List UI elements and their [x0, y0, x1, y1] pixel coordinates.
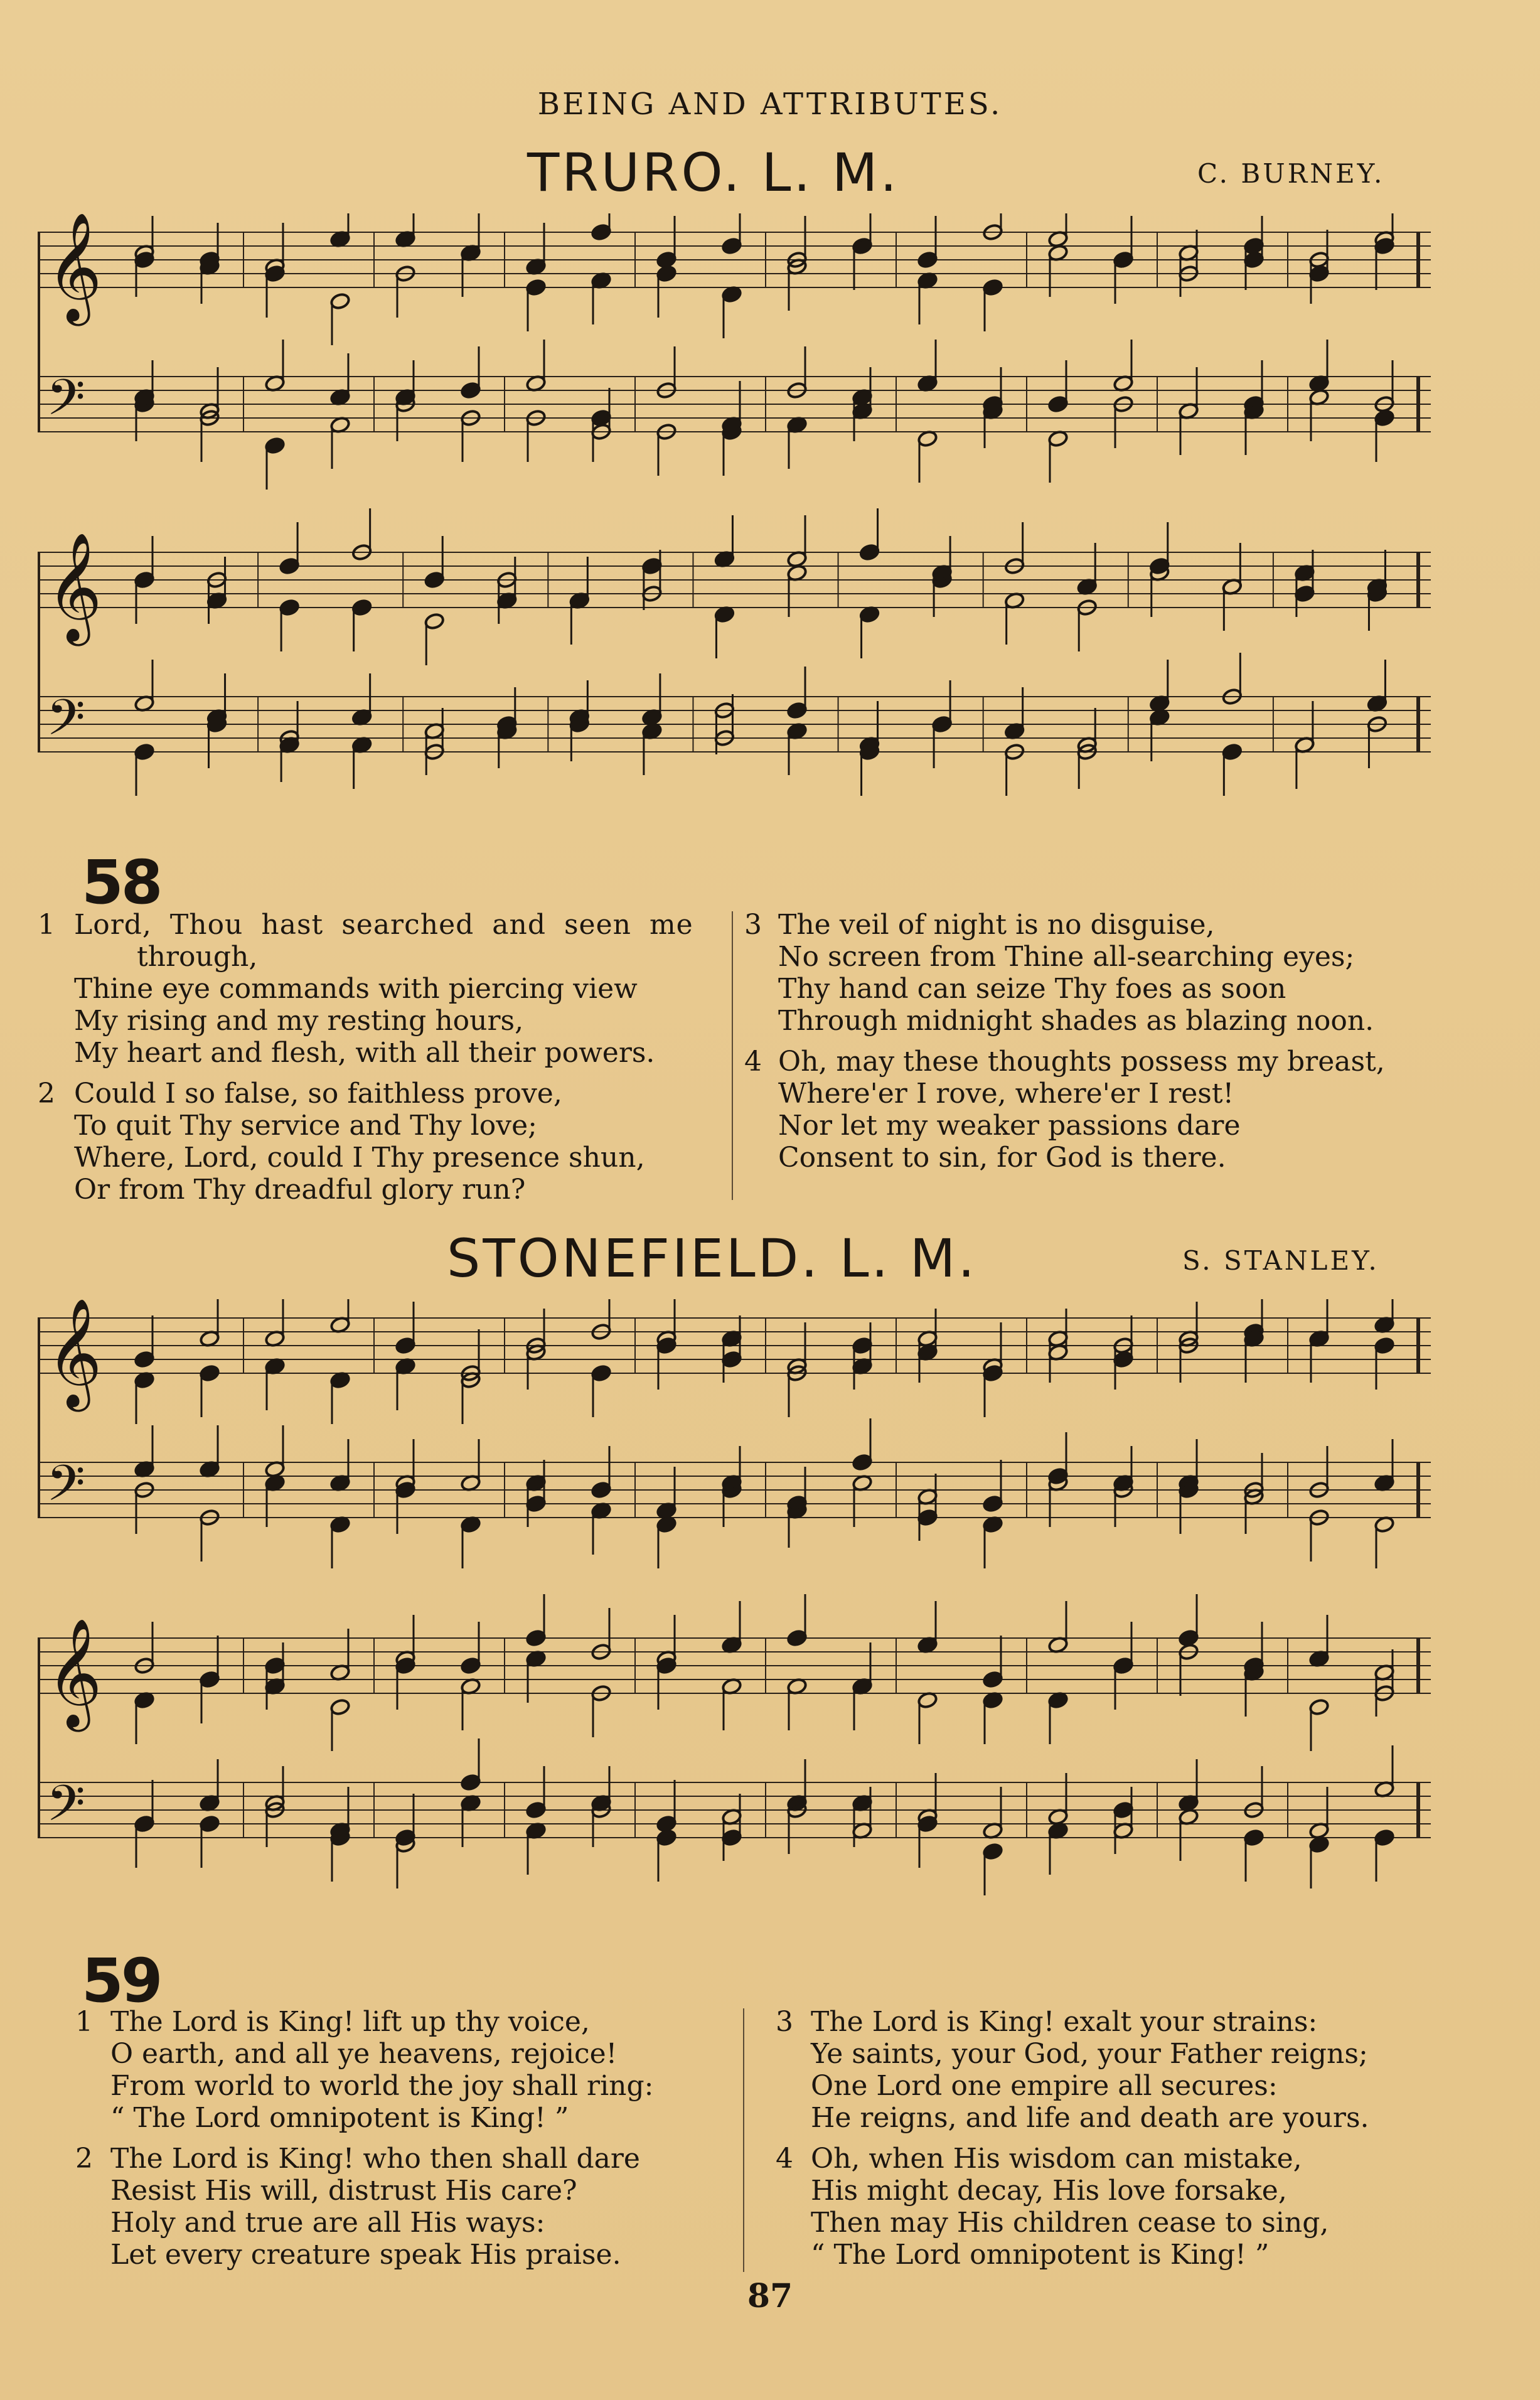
- composer-stanley: S. STANLEY.: [1182, 1245, 1379, 1276]
- hymn-59-verses-left: [75, 2006, 741, 2279]
- treble-clef-icon: 𝄞: [46, 1299, 102, 1407]
- page-number: 87: [747, 2277, 793, 2315]
- tune-title-truro: TRURO. L. M.: [527, 142, 900, 203]
- treble-clef-icon: 𝄞: [46, 1618, 102, 1727]
- bass-clef-icon: 𝄢: [46, 1454, 85, 1524]
- verse-4: 4 Oh, may these thoughts possess my breast, Where'er I rove, where'er I rest! Nor let my weaker passions dare Consent to sin, for God is there.: [744, 1046, 1385, 1174]
- column-divider: [732, 911, 733, 1200]
- hymn-58-verses-right: [744, 909, 1522, 1182]
- music-score-truro: [38, 213, 1437, 854]
- treble-clef-icon: 𝄞: [46, 532, 102, 641]
- music-score-stonefield: [38, 1299, 1437, 1933]
- running-title: BEING AND ATTRIBUTES.: [537, 87, 1003, 122]
- verse-4: 4 Oh, when His wisdom can mistake, His might decay, His love forsake, Then may His children cease to sing, “ The Lord omnipotent is King! ”: [776, 2143, 1329, 2271]
- hymn-number-59: 59: [82, 1946, 161, 2016]
- bass-clef-icon: 𝄢: [46, 368, 85, 439]
- column-divider: [743, 2008, 744, 2272]
- verse-1: 1 Lord, Thou hast searched and seen me through, Thine eye commands with piercing view My rising and my resting hours, My heart and flesh, with all their powers.: [38, 909, 693, 1069]
- verse-3: 3 The veil of night is no disguise, No screen from Thine all-searching eyes; Thy hand can seize Thy foes as soon Through midnight shades as blazing noon.: [744, 909, 1374, 1037]
- verse-2: 2 The Lord is King! who then shall dare Resist His will, distrust His care? Holy and true are all His ways: Let every creature speak His praise.: [75, 2143, 640, 2271]
- hymn-58-verses-left: [38, 909, 722, 1214]
- hymn-number-58: 58: [82, 847, 161, 918]
- verse-2: 2 Could I so false, so faithless prove, To quit Thy service and Thy love; Where, Lord, could I Thy presence shun, Or from Thy dreadful glory run?: [38, 1078, 645, 1206]
- composer-burney: C. BURNEY.: [1197, 158, 1385, 189]
- hymn-59-verses-right: [776, 2006, 1529, 2279]
- treble-clef-icon: 𝄞: [46, 213, 102, 321]
- verse-3: 3 The Lord is King! exalt your strains: Ye saints, your God, your Father reigns; One Lord one empire all secures: He reigns, and life and death are yours.: [776, 2006, 1369, 2134]
- verse-1: 1 The Lord is King! lift up thy voice, O earth, and all ye heavens, rejoice! From world to world the joy shall ring: “ The Lord omnipotent is King! ”: [75, 2006, 654, 2134]
- bass-clef-icon: 𝄢: [46, 688, 85, 759]
- bass-clef-icon: 𝄢: [46, 1774, 85, 1845]
- tune-title-stonefield: STONEFIELD. L. M.: [447, 1228, 978, 1289]
